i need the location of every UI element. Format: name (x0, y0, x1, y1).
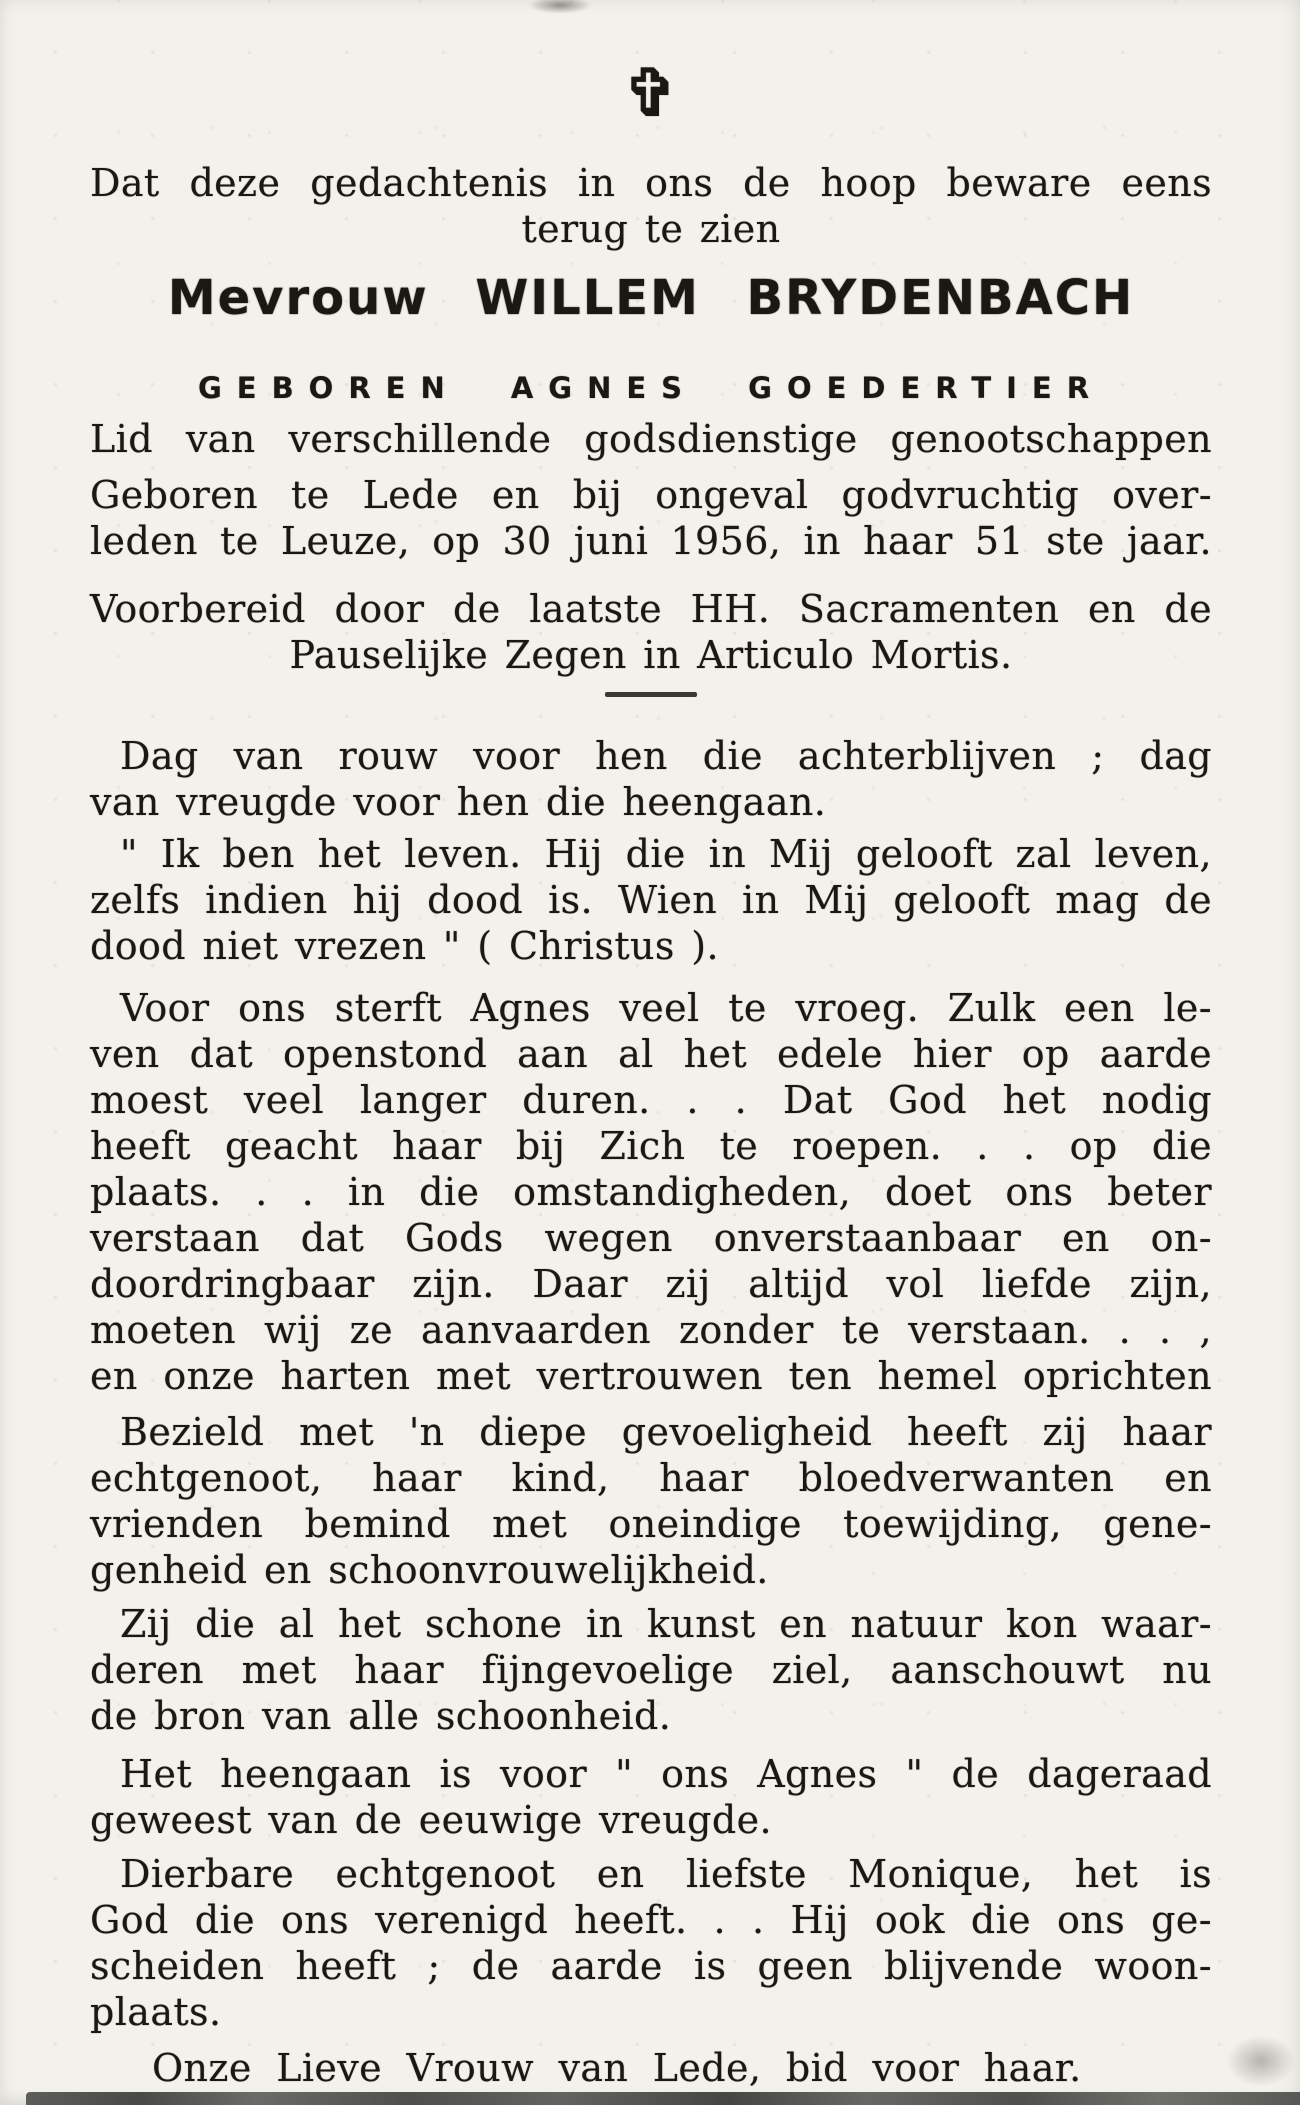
paragraph-gods-ways (90, 985, 1212, 1399)
text-line: Voor ons sterft Agnes veel te vroeg. Zulk een le- (120, 986, 1212, 1030)
text-line: geweest van de eeuwige vreugde. (90, 1798, 772, 1842)
text-line: scheiden heeft ; de aarde is geen blijvende woon- (90, 1944, 1212, 1988)
text-line: moeten wij ze aanvaarden zonder te verstaan. . . , (90, 1308, 1212, 1352)
text-line: Bezield met 'n diepe gevoeligheid heeft zij haar (120, 1410, 1212, 1454)
closing-prayer-line: Onze Lieve Vrouw van Lede, bid voor haar. (152, 2046, 1082, 2090)
section-divider (605, 692, 697, 697)
paragraph-devotion (90, 1409, 1212, 1593)
sacraments-paragraph (90, 586, 1212, 678)
text-line: Pauselijke Zegen in Articulo Mortis. (289, 633, 1013, 677)
text-line: en onze harten met vertrouwen ten hemel oprichten (90, 1354, 1212, 1398)
paragraph-beauty (90, 1601, 1212, 1739)
membership-line: Lid van verschillende godsdienstige genootschappen (90, 417, 1212, 461)
scan-edge-artifact (26, 2092, 1300, 2105)
text-line: ven dat openstond aan al het edele hier op aarde (90, 1032, 1212, 1076)
text-line: leden te Leuze, op 30 juni 1956, in haar 51 ste jaar. (90, 519, 1212, 563)
paragraph-dawn (90, 1751, 1212, 1843)
text-line: Het heengaan is voor " ons Agnes " de dageraad (120, 1752, 1212, 1796)
scan-smudge-artifact (1226, 2035, 1296, 2087)
intro-line-1: Dat deze gedachtenis in ons de hoop beware eens (90, 161, 1212, 205)
cross-icon: ✞ (623, 56, 679, 131)
text-line: zelfs indien hij dood is. Wien in Mij gelooft mag de (90, 878, 1212, 922)
text-line: moest veel langer duren. . . Dat God het nodig (90, 1078, 1212, 1122)
paragraph-mourning (90, 733, 1212, 825)
text-line: doordringbaar zijn. Daar zij altijd vol liefde zijn, (90, 1262, 1212, 1306)
maiden-name: GEBOREN AGNES GOEDERTIER (197, 371, 1105, 405)
text-line: God die ons verenigd heeft. . . Hij ook die ons ge- (90, 1898, 1212, 1942)
text-line: dood niet vrezen " ( Christus ). (90, 924, 719, 968)
text-line: vrienden bemind met oneindige toewijding, gene- (90, 1502, 1212, 1546)
paragraph-farewell (90, 1851, 1212, 2035)
text-line: Dag van rouw voor hen die achterblijven ; dag (120, 734, 1212, 778)
text-line: Geboren te Lede en bij ongeval godvruchtig over- (90, 473, 1212, 517)
text-line: genheid en schoonvrouwelijkheid. (90, 1548, 769, 1592)
text-line: Dierbare echtgenoot en liefste Monique, het is (120, 1852, 1212, 1896)
paragraph-scripture-quote (90, 831, 1212, 969)
text-line: de bron van alle schoonheid. (90, 1694, 672, 1738)
birth-death-paragraph (90, 472, 1212, 564)
intro-line-2: terug te zien (521, 207, 781, 251)
text-line: echtgenoot, haar kind, haar bloedverwanten en (90, 1456, 1212, 1500)
text-line: heeft geacht haar bij Zich te roepen. . . op die (90, 1124, 1212, 1168)
text-line: Zij die al het schone in kunst en natuur kon waar- (120, 1602, 1212, 1646)
text-line: plaats. . . in die omstandigheden, doet ons beter (90, 1170, 1212, 1214)
text-line: van vreugde voor hen die heengaan. (90, 780, 827, 824)
text-line: plaats. (90, 1990, 222, 2034)
text-line: deren met haar fijngevoelige ziel, aanschouwt nu (90, 1648, 1212, 1692)
card-content (90, 0, 1212, 2091)
text-line: verstaan dat Gods wegen onverstaanbaar en on- (90, 1216, 1212, 1260)
text-line: Voorbereid door de laatste HH. Sacramenten en de (90, 587, 1212, 631)
text-line: " Ik ben het leven. Hij die in Mij gelooft zal leven, (120, 832, 1212, 876)
deceased-name-title: Mevrouw WILLEM BRYDENBACH (167, 270, 1135, 326)
